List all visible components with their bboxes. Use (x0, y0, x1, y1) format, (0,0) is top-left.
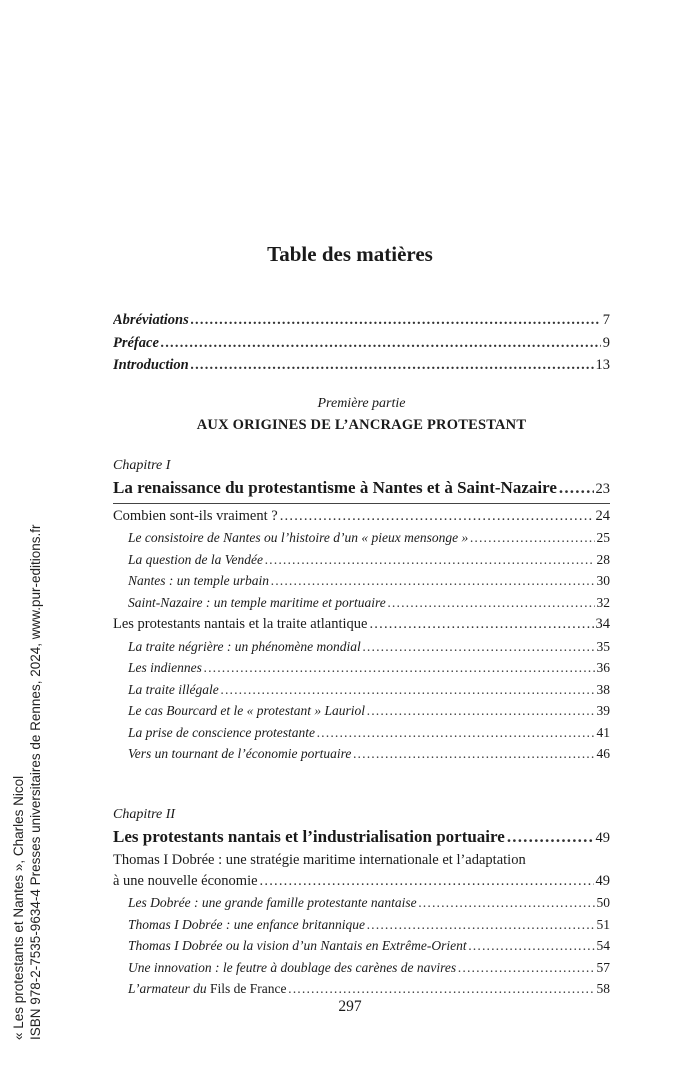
entry-label: Abréviations (113, 312, 189, 328)
toc-section[interactable] (113, 873, 610, 896)
dot-leader (265, 552, 595, 568)
toc-entry-abreviations[interactable] (113, 312, 610, 335)
entry-label: La traite illégale (128, 681, 219, 697)
toc-subsection[interactable] (113, 917, 610, 939)
toc-subsection[interactable] (113, 660, 610, 682)
chapter-1-title[interactable] (113, 478, 610, 504)
dot-leader (469, 938, 595, 954)
entry-label: Préface (113, 334, 159, 351)
entry-page: 36 (596, 660, 610, 675)
toc-section[interactable] (113, 616, 610, 639)
copyright-sidebar (10, 480, 44, 1040)
entry-page: 46 (596, 746, 610, 761)
chapter-2-label: Chapitre II (113, 806, 176, 822)
toc-entry-preface[interactable] (113, 335, 610, 358)
dot-leader (470, 530, 594, 546)
entry-page: 13 (595, 357, 610, 373)
entry-page: 7 (602, 312, 610, 328)
dot-leader (388, 595, 595, 611)
entry-page: 24 (595, 507, 610, 524)
entry-page: 49 (595, 829, 610, 846)
entry-page: 57 (596, 959, 610, 975)
entry-page: 51 (596, 916, 610, 932)
entry-label: La traite négrière : un phénomène mondial (128, 638, 361, 654)
toc-subsection[interactable] (113, 530, 610, 552)
toc-subsection[interactable] (113, 960, 610, 982)
dot-leader (221, 682, 595, 698)
toc-subsection[interactable] (113, 573, 610, 595)
toc-subsection[interactable] (113, 746, 610, 768)
dot-leader (367, 917, 595, 933)
table-of-contents (113, 312, 610, 1003)
chapter-2-title[interactable] (113, 827, 610, 852)
toc-subsection[interactable] (113, 595, 610, 617)
dot-leader (363, 639, 595, 655)
dot-leader (507, 827, 594, 847)
entry-label-italic: L’armateur du (128, 981, 207, 996)
entry-label: Thomas I Dobrée : une enfance britannique (128, 916, 365, 932)
toc-subsection[interactable] (113, 703, 610, 725)
entry-page: 58 (596, 981, 610, 996)
toc-subsection[interactable] (113, 552, 610, 574)
dot-leader (289, 981, 595, 997)
dot-leader (271, 573, 595, 589)
entry-page: 35 (596, 638, 610, 654)
entry-label: Nantes : un temple urbain (128, 573, 269, 588)
entry-label: La question de la Vendée (128, 551, 263, 567)
toc-subsection[interactable] (113, 725, 610, 747)
dot-leader (419, 895, 595, 911)
toc-section[interactable] (113, 508, 610, 531)
entry-label: Les protestants nantais et la traite atlantique (113, 616, 368, 632)
entry-label: Les protestants nantais et l’industrialisation portuaire (113, 826, 505, 846)
toc-subsection[interactable] (113, 639, 610, 661)
entry-page: 50 (596, 895, 610, 910)
toc-section-line-1[interactable]: Thomas I Dobrée : une stratégie maritime internationale et l’adaptation (113, 851, 526, 868)
entry-label: Les Dobrée : une grande famille protestante nantaise (128, 895, 417, 910)
entry-page: 32 (596, 594, 610, 610)
dot-leader (191, 357, 594, 374)
toc-entry-introduction[interactable] (113, 357, 610, 380)
entry-label: La prise de conscience protestante (128, 724, 315, 740)
entry-page: 49 (595, 872, 610, 889)
entry-page: 54 (596, 938, 610, 953)
entry-label: Les indiennes (128, 660, 202, 675)
entry-page: 9 (602, 334, 610, 351)
entry-page: 34 (595, 616, 610, 632)
entry-page: 41 (596, 724, 610, 740)
entry-page: 39 (596, 703, 610, 718)
dot-leader (260, 873, 594, 890)
entry-label: Une innovation : le feutre à doublage des carènes de navires (128, 959, 457, 975)
dot-leader (369, 616, 593, 633)
entry-label: La renaissance du protestantisme à Nantes et à Saint-Nazaire (113, 477, 557, 497)
entry-label: Le cas Bourcard et le « protestant » Lauriol (128, 703, 365, 718)
entry-page: 25 (596, 530, 610, 545)
dot-leader (317, 725, 595, 741)
dot-leader (458, 960, 594, 976)
entry-page: 38 (596, 681, 610, 697)
entry-label: à une nouvelle économie (113, 872, 258, 889)
part-label: Première partie (317, 395, 406, 411)
dot-leader (367, 703, 595, 719)
toc-subsection[interactable] (113, 938, 610, 960)
entry-page: 23 (595, 480, 610, 497)
entry-label (128, 981, 287, 997)
copyright-line-1: « Les protestants et Nantes », Charles Nicol (11, 775, 26, 1040)
copyright-line-2: ISBN 978-2-7535-9634-4 Presses universitaires de Rennes, 2024, www.pur-editions.fr (28, 524, 43, 1040)
entry-label: Vers un tournant de l’économie portuaire (128, 746, 352, 761)
dot-leader (204, 660, 595, 676)
entry-label: Le consistoire de Nantes ou l’histoire d’un « pieux mensonge » (128, 530, 469, 545)
dot-leader (559, 478, 594, 498)
entry-label: Combien sont-ils vraiment ? (113, 507, 278, 524)
toc-subsection[interactable] (113, 682, 610, 704)
entry-page: 28 (596, 551, 610, 567)
entry-label: Thomas I Dobrée ou la vision d’un Nantais en Extrême-Orient (128, 938, 467, 953)
chapter-1-label: Chapitre I (113, 457, 171, 473)
dot-leader (353, 746, 594, 762)
dot-leader (191, 312, 601, 329)
page-number: 297 (338, 998, 362, 1015)
part-title: AUX ORIGINES DE L’ANCRAGE PROTESTANT (196, 416, 527, 433)
toc-subsection[interactable] (113, 895, 610, 917)
entry-label: Saint-Nazaire : un temple maritime et portuaire (128, 594, 386, 610)
dot-leader (280, 508, 594, 525)
entry-label: Introduction (113, 357, 189, 373)
spacer (113, 768, 610, 783)
entry-page: 30 (596, 573, 610, 588)
dot-leader (161, 335, 601, 352)
page-title: Table des matières (267, 242, 433, 266)
entry-label-roman: Fils de France (210, 981, 287, 996)
